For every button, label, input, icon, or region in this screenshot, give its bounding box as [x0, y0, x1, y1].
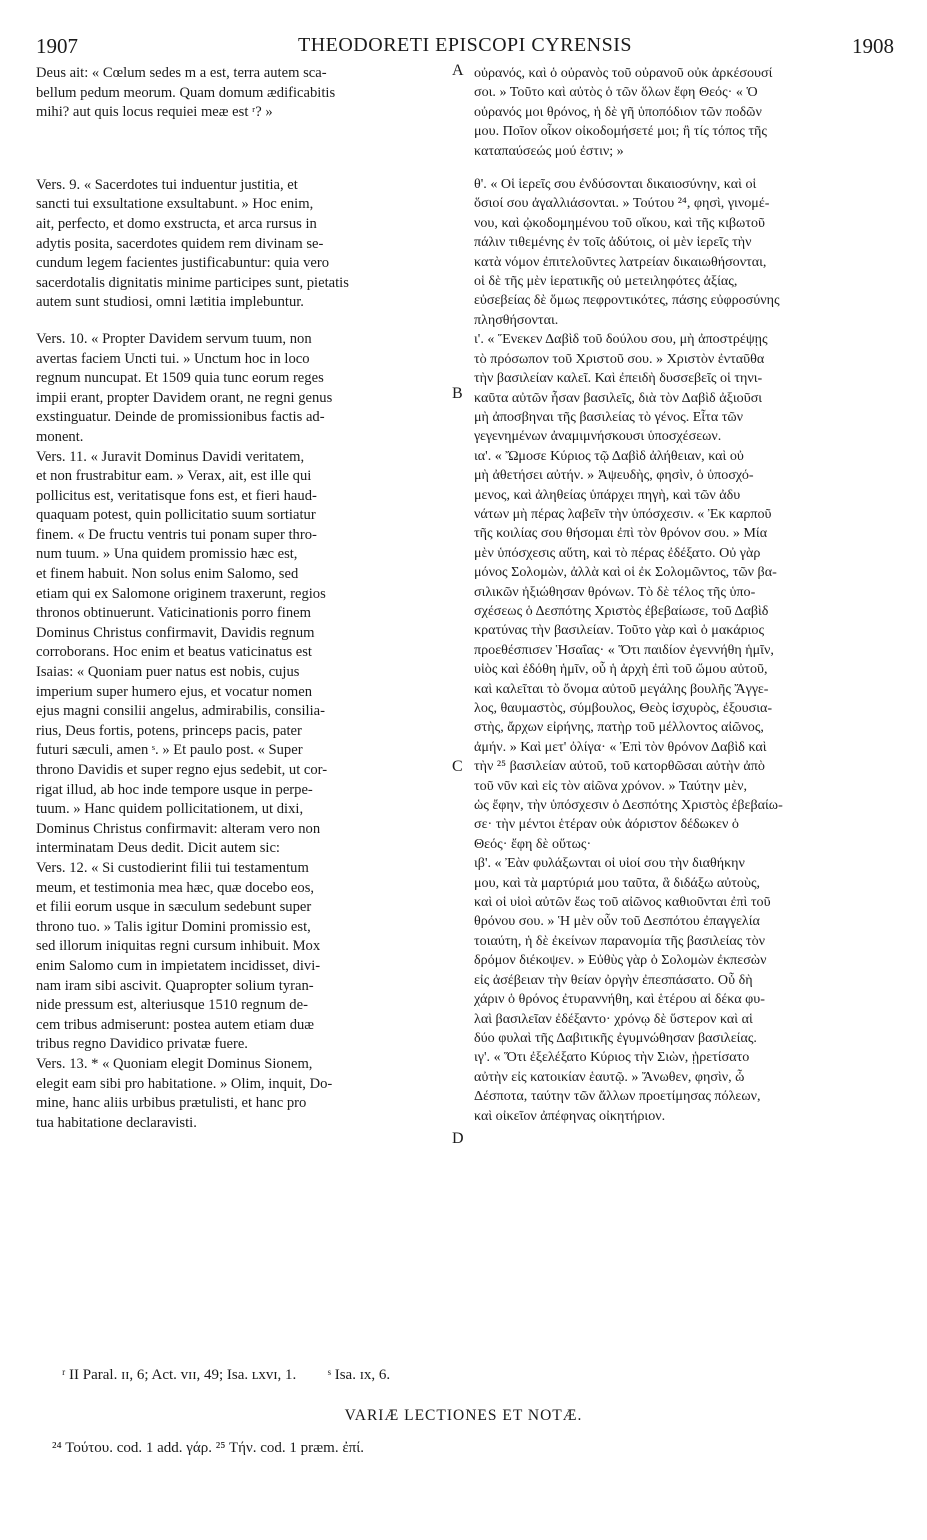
- latin-line: num tuum. » Una quidem promissio hæc est,: [36, 546, 298, 563]
- greek-line: γεγενημένων ἀναμιμνήσκουσι ὑποσχέσεων.: [474, 428, 722, 445]
- greek-line: εἰς ἀσέβειαν τὴν θείαν ὀργὴν ἐπεσπάσατο. Οὗ δὴ: [474, 971, 753, 988]
- latin-line: finem. « De fructu ventris tui ponam super thro-: [36, 526, 317, 543]
- greek-line: σε· τὴν μέντοι ἑτέραν οὐκ ἀόριστον δέδωκεν ὁ: [474, 816, 739, 833]
- greek-line: λαὶ βασιλεῖαν ἐδέξαντο· χρόνῳ δὲ ὕστερον καὶ αἱ: [474, 1010, 753, 1027]
- greek-line: τὴν βασιλείαν καλεῖ. Καὶ ἐπειδὴ δυσσεβεῖς οἱ τηνι-: [474, 370, 763, 387]
- greek-line: μου, καὶ τὰ μαρτύριά μου ταῦτα, ἃ διδάξω αὐτοὺς,: [474, 874, 761, 891]
- greek-line: ἀμήν. » Καὶ μετ' ὀλίγα· « Ἐπὶ τὸν θρόνον Δαβὶδ καὶ: [474, 738, 767, 755]
- greek-line: νου, καὶ ᾠκοδομημένου τοῦ οἴκου, καὶ τῆς κιβωτοῦ: [474, 214, 766, 231]
- greek-line: καὶ οἱ υἱοὶ αὐτῶν ἕως τοῦ αἰῶνος καθιοῦνται ἐπὶ τοῦ: [474, 894, 771, 911]
- greek-line: υἱὸς καὶ ἐδόθη ἡμῖν, οὗ ἡ ἀρχὴ ἐπὶ τοῦ ὤμου αὐτοῦ,: [474, 661, 768, 678]
- latin-line: sacerdotalis dignitatis minime participes sunt, pietatis: [36, 274, 349, 291]
- page-number-left: 1907: [36, 34, 78, 58]
- greek-line: ιγ'. « Ὅτι ἐξελέξατο Κύριος τὴν Σιὼν, ᾑρετίσατο: [474, 1049, 750, 1066]
- latin-line: interminatam Deus dedit. Dicit autem sic:: [36, 840, 280, 857]
- latin-line: sed illorum iniquitas regni cursum inhibuit. Mox: [36, 938, 321, 955]
- latin-line: meum, et testimonia mea hæc, quæ docebo eos,: [36, 879, 315, 896]
- greek-line: προεθέσπισεν Ἡσαΐας· « Ὅτι παιδίον ἐγεννήθη ἡμῖν,: [474, 641, 774, 658]
- latin-line: monent.: [36, 428, 84, 445]
- latin-line: tua habitatione declaravisti.: [36, 1114, 197, 1131]
- variae-lectiones-heading: VARIÆ LECTIONES ET NOTÆ.: [344, 1407, 583, 1424]
- greek-line: χάριν ὁ θρόνος ἐτυραννήθη, καὶ ἑτέρου αἱ δέκα φυ-: [474, 991, 765, 1008]
- greek-line: καῦτα αὐτῶν ἦσαν βασιλεῖς, διὰ τὸν Δαβὶδ ἀξιοῦσι: [474, 389, 763, 406]
- latin-line: rius, Deus fortis, potens, princeps pacis, pater: [36, 722, 302, 739]
- latin-line: sancti tui exsultatione exsultabunt. » Hoc enim,: [36, 196, 314, 213]
- latin-line: Dominus Christus confirmavit: alteram vero non: [36, 820, 321, 837]
- greek-line: δρόμον διέκοψεν. » Εὐθὺς γὰρ ὁ Σολομὼν ἐκπεσὼν: [474, 952, 767, 969]
- greek-line: τὴν ²⁵ βασιλείαν αὐτοῦ, τοῦ κατορθῶσαι αὐτὴν ἀπὸ: [474, 758, 765, 775]
- greek-line: θ'. « Οἱ ἱερεῖς σου ἐνδύσονται δικαιοσύνην, καὶ οἱ: [474, 176, 757, 193]
- latin-line: quaquam potest, quin pollicitatio suum sortiatur: [36, 507, 316, 524]
- latin-column: [36, 64, 454, 1133]
- latin-line: cem tribus admiserunt: postea autem etiam duæ: [36, 1016, 315, 1033]
- latin-line: Deus ait: « Cœlum sedes m a est, terra autem sca-: [36, 65, 327, 81]
- latin-line: nam iram sibi ascivit. Quapropter solium tyran-: [36, 977, 314, 994]
- latin-line: et non frustrabitur eam. » Verax, ait, est ille qui: [36, 468, 312, 485]
- latin-line: etiam qui ex Salomone originem traxerunt, regios: [36, 585, 326, 602]
- latin-line: Isaias: « Quoniam puer natus est nobis, cujus: [36, 664, 300, 681]
- latin-line: nide pressum est, alteriusque 1510 regnum de-: [36, 997, 308, 1014]
- latin-line: elegit eam sibi pro habitatione. » Olim, inquit, Do-: [36, 1075, 333, 1092]
- latin-line: enim Salomo cum in impietatem incidisset, divi-: [36, 957, 321, 974]
- greek-line: κρατύνας τὴν βασιλείαν. Τοῦτο γὰρ καὶ ὁ μακάριος: [474, 622, 765, 639]
- greek-line: ὅσιοί σου ἀγαλλιάσονται. » Τούτου ²⁴, φησὶ, γινομέ-: [474, 195, 770, 212]
- margin-letter-c: C: [452, 758, 463, 775]
- latin-line: et finem habuit. Non solus enim Salomo, sed: [36, 566, 299, 583]
- latin-line: cundum legem facientes justificabuntur: quia vero: [36, 255, 329, 272]
- latin-line: Vers. 9. « Sacerdotes tui induentur justitia, et: [36, 176, 298, 193]
- greek-line: εὐσεβείας δὲ ὅμως πεφροντικότες, πάσης εὐφροσύνης: [474, 292, 780, 309]
- latin-line: ait, perfecto, et domo exstructa, et arca rursus in: [36, 215, 317, 232]
- latin-line: throno tuo. » Talis igitur Domini promissio est,: [36, 918, 311, 935]
- greek-line: τὸ πρόσωπον τοῦ Χριστοῦ σου. » Χριστὸν ἐνταῦθα: [474, 350, 765, 367]
- latin-line: tuum. » Hanc quidem pollicitationem, ut dixi,: [36, 801, 304, 818]
- latin-line: mihi? aut quis locus requiei meæ est ʳ? »: [36, 104, 273, 121]
- greek-line: καὶ οἰκεῖον ἀπέφηνας οἰκητήριον.: [474, 1107, 666, 1124]
- greek-line: καὶ καλεῖται τὸ ὄνομα αὐτοῦ μεγάλης βουλῆς Ἄγγε-: [474, 680, 769, 697]
- greek-line: μὴ ἀθετήσει αὐτήν. » Ἀψευδὴς, φησὶν, ὁ ὑποσχό-: [474, 467, 754, 484]
- page-header: [36, 34, 894, 62]
- margin-letter-a: A: [452, 62, 464, 79]
- latin-line: Vers. 12. « Si custodierint filii tui testamentum: [36, 859, 309, 876]
- latin-line: futuri sæculi, amen ˢ. » Et paulo post. « Super: [36, 742, 303, 759]
- greek-line: σοι. » Τοῦτο καὶ αὐτὸς ὁ τῶν ὅλων ἔφη Θεός· « Ὁ: [474, 84, 758, 101]
- greek-line: λος, θαυμαστὸς, σύμβουλος, Θεὸς ἰσχυρὸς, ἐξουσια-: [474, 700, 773, 716]
- latin-line: imperium super humero ejus, et vocatur nomen: [36, 683, 312, 700]
- page-number-right: 1908: [852, 34, 894, 58]
- latin-line: bellum pedum meorum. Quam domum ædificabitis: [36, 84, 336, 101]
- greek-line: τῆς κοιλίας σου θήσομαι ἐπὶ τὸν θρόνον σου. » Μία: [474, 525, 768, 542]
- greek-line: ὡς ἔφην, τὴν ὑπόσχεσιν ὁ Δεσπότης Χριστὸς ἐβεβαίω-: [474, 797, 783, 814]
- greek-line: μενος, καὶ ἀληθείας ὑπάρχει πηγὴ, καὶ τῶν ἀδυ: [474, 486, 741, 503]
- latin-line: impii erant, propter Davidem orant, ne regni genus: [36, 389, 333, 406]
- greek-line: οὐρανός μοι θρόνος, ἡ δὲ γῆ ὑποπόδιον τῶν ποδῶν: [474, 103, 762, 120]
- greek-line: μὴ ἀποσβηναι τῆς βασιλείας τὸ γένος. Εἶτα τῶν: [474, 408, 744, 425]
- latin-line: avertas faciem Uncti tui. » Unctum hoc in loco: [36, 350, 310, 367]
- greek-line: πλησθήσονται.: [474, 311, 559, 328]
- latin-line: Vers. 10. « Propter Davidem servum tuum, non: [36, 330, 312, 347]
- latin-line: corroborans. Hoc enim et beatus vaticinatus est: [36, 644, 312, 661]
- latin-line: mine, hanc aliis urbibus prætulisti, et hanc pro: [36, 1095, 307, 1112]
- greek-line: ι'. « Ἕνεκεν Δαβὶδ τοῦ δούλου σου, μὴ ἀποστρέψῃς: [474, 331, 768, 348]
- latin-line: Dominus Christus confirmavit, Davidis regnum: [36, 624, 315, 641]
- latin-line: et filii eorum usque in sæculum sedebunt super: [36, 899, 312, 916]
- greek-line: οὐρανός, καὶ ὁ οὐρανὸς τοῦ οὐρανοῦ οὐκ ἀρκέσουσί: [474, 65, 773, 81]
- greek-line: κατὰ νόμον ἐπιτελοῦντες λατρείαν δικαιωθήσονται,: [474, 253, 767, 270]
- latin-line: throno Davidis et super regno ejus sedebit, ut cor-: [36, 762, 328, 778]
- greek-line: πάλιν τιθεμένης ἐν τοῖς ἀδύτοις, οἱ μὲν ἱερεῖς τὴν: [474, 234, 752, 251]
- greek-line: ια'. « Ὤμοσε Κύριος τῷ Δαβὶδ ἀλήθειαν, καὶ οὐ: [474, 447, 744, 464]
- greek-line: αὐτὴν εἰς κατοικίαν ἑαυτῷ. » Ἄνωθεν, φησὶν, ὦ: [474, 1068, 745, 1085]
- running-title: THEODORETI EPISCOPI CYRENSIS: [297, 34, 633, 56]
- latin-line: Vers. 11. « Juravit Dominus Davidi veritatem,: [36, 448, 305, 465]
- margin-letter-d: D: [452, 1130, 464, 1147]
- latin-line: pollicitus est, veritatisque fons est, et fieri haud-: [36, 487, 317, 504]
- latin-line: ejus magni consilii angelus, admirabilis, consilia-: [36, 703, 325, 720]
- latin-line: exstinguatur. Deinde de promissionibus factis ad-: [36, 409, 325, 426]
- greek-line: Θεός· ἔφη δὲ οὕτως·: [474, 835, 592, 852]
- greek-column: [474, 64, 894, 1126]
- greek-line: θρόνου σου. » Ἡ μὲν οὖν τοῦ Δεσπότου ἐπαγγελία: [474, 913, 760, 930]
- footnote-r: ʳ II Paral. ɪɪ, 6; Act. ᴠɪɪ, 49; Isa. ʟxᴠɪ, 1.: [62, 1367, 297, 1383]
- variae-lectiones-notes: ²⁴ Τούτου. cod. 1 add. γάρ. ²⁵ Τήν. cod. 1 præm. ἐπί.: [52, 1440, 364, 1456]
- latin-line: rigat illud, ab hoc inde tempore usque in perpe-: [36, 781, 313, 798]
- greek-line: καταπαύσεώς μού ἐστιν; »: [474, 142, 624, 159]
- greek-line: τοιαύτη, ἡ δὲ ἐκείνων παρανομία τῆς βασιλείας τὸν: [474, 932, 765, 949]
- latin-line: autem sunt studiosi, omni lætitia implebuntur.: [36, 294, 304, 311]
- latin-line: thronos obtinuerunt. Vaticinationis porro finem: [36, 605, 311, 622]
- greek-line: ιβ'. « Ἐὰν φυλάξωνται οἱ υἱοί σου τὴν διαθήκην: [474, 855, 745, 872]
- greek-line: δύο φυλαὶ τῆς Δαβιτικῆς ἐγυμνώθησαν βασιλείας.: [474, 1029, 757, 1046]
- latin-line: Vers. 13. * « Quoniam elegit Dominus Sionem,: [36, 1055, 313, 1072]
- greek-line: μὲν ὑπόσχεσις αὕτη, καὶ τὸ πέρας ἐδέξατο. Οὐ γὰρ: [474, 544, 761, 561]
- latin-line: adytis posita, sacerdotes quidem rem divinam se-: [36, 235, 324, 252]
- greek-line: οἱ δὲ τῆς μὲν ἱερατικῆς οὐ μετειληφότες ἀξίας,: [474, 273, 738, 290]
- greek-line: νάτων μὴ πέρας λαβεῖν τὴν ὑπόσχεσιν. « Ἐκ καρποῦ: [474, 505, 772, 522]
- greek-line: μόνος Σολομὼν, ἀλλὰ καὶ οἱ ἐκ Σολομῶντος, τῶν βα-: [474, 564, 777, 581]
- greek-line: σιλικῶν ἠξιώθησαν θρόνων. Τὸ δὲ τέλος τῆς ὑπο-: [474, 583, 756, 600]
- greek-line: Δέσποτα, ταύτην τῶν ἄλλων προετίμησας πόλεων,: [474, 1088, 761, 1105]
- latin-line: regnum nuncupat. Et 1509 quia tunc eorum reges: [36, 370, 324, 387]
- greek-line: σχέσεως ὁ Δεσπότης Χριστὸς ἐβεβαίωσε, τοῦ Δαβὶδ: [474, 602, 769, 619]
- footnotes: [62, 1367, 390, 1384]
- margin-letter-b: B: [452, 385, 463, 402]
- greek-line: τοῦ νῦν καὶ εἰς τὸν αἰῶνα χρόνον. » Ταύτην μὲν,: [474, 777, 748, 794]
- footnote-s: ˢ Isa. ɪx, 6.: [327, 1367, 391, 1383]
- greek-line: μου. Ποῖον οἶκον οἰκοδομήσετέ μοι; ἢ τίς τόπος τῆς: [474, 123, 767, 140]
- greek-line: στὴς, ἄρχων εἰρήνης, πατὴρ τοῦ μέλλοντος αἰῶνος,: [474, 719, 764, 736]
- latin-line: tribus regno Davidico privatæ fuere.: [36, 1036, 248, 1053]
